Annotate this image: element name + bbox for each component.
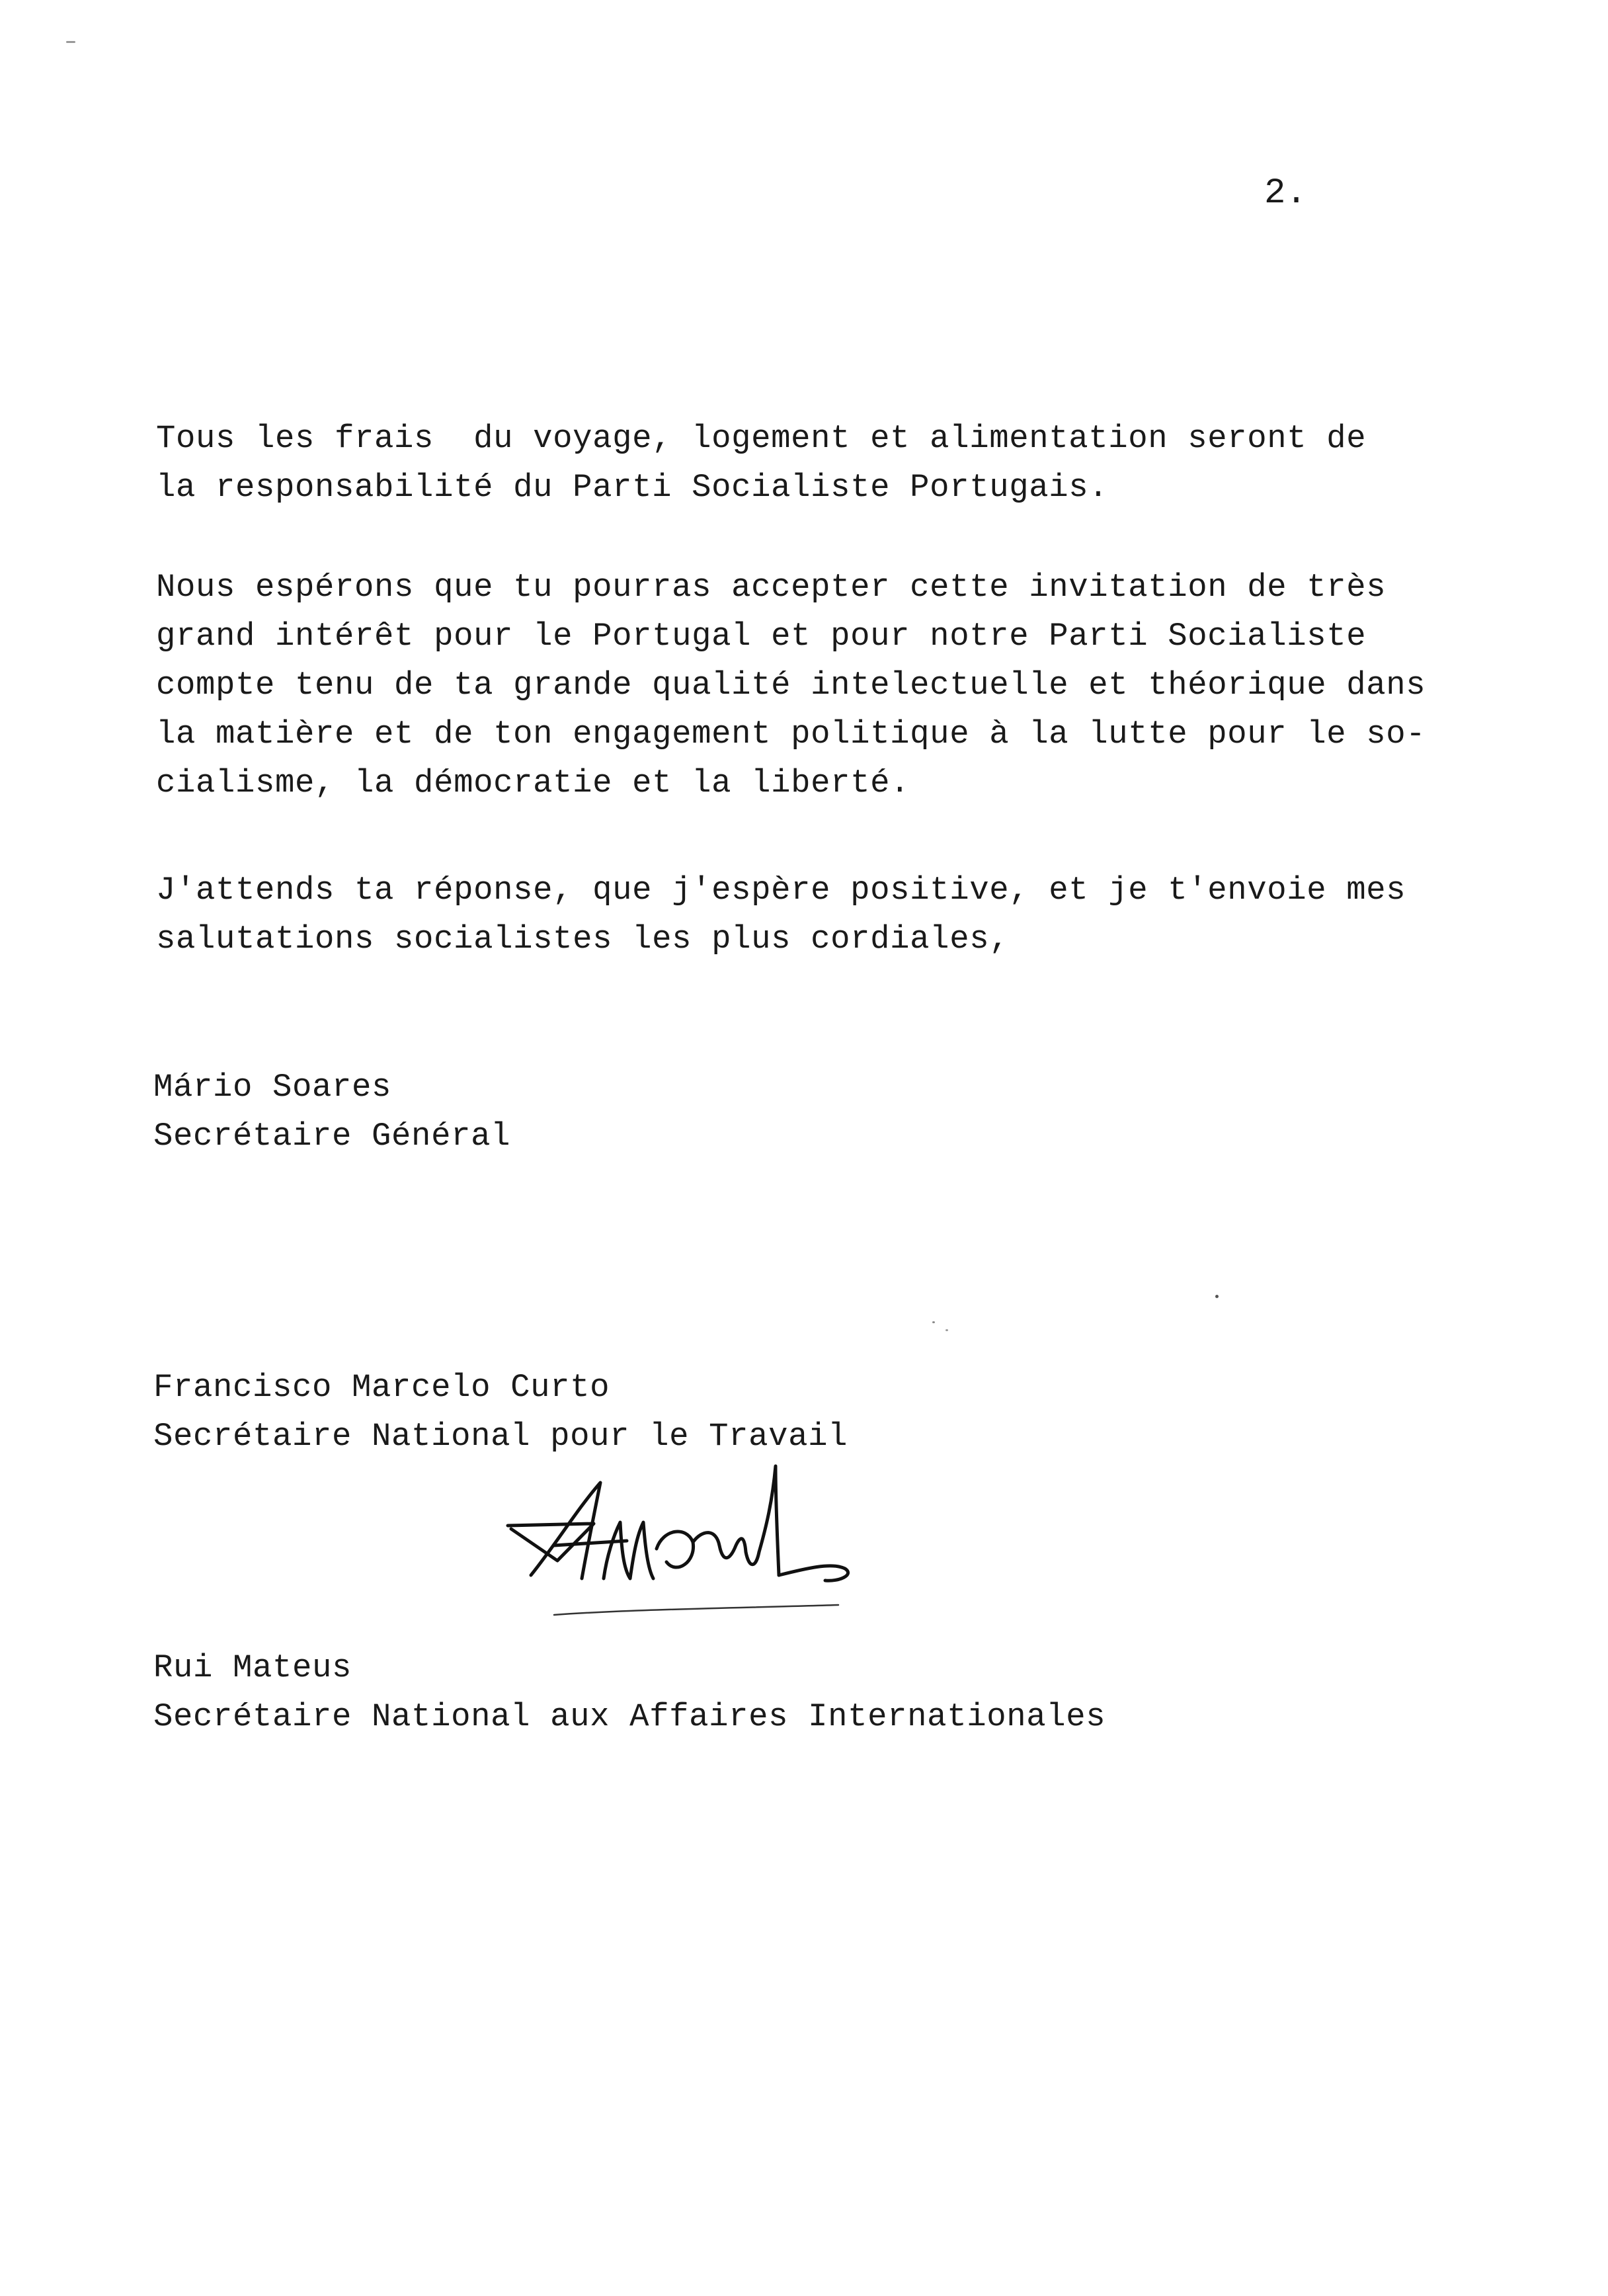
signatory-name: Francisco Marcelo Curto: [153, 1369, 610, 1406]
scan-speck: [1215, 1295, 1219, 1298]
paragraph-line: salutations socialistes les plus cordiales,: [156, 921, 1010, 958]
scan-speck: [66, 41, 75, 43]
signatory-name: Mário Soares: [153, 1069, 392, 1106]
paragraph-line: la matière et de ton engagement politique à la lutte pour le so-: [156, 716, 1426, 753]
paragraph-line: Nous espérons que tu pourras accepter cette invitation de très: [156, 569, 1387, 606]
handwritten-signature: [495, 1463, 891, 1635]
paragraph-line: J'attends ta réponse, que j'espère positive, et je t'envoie mes: [156, 872, 1406, 909]
paragraph-line: compte tenu de ta grande qualité intelectuelle et théorique dans: [156, 667, 1426, 704]
scan-speck: [932, 1321, 935, 1323]
paragraph-line: Tous les frais du voyage, logement et alimentation seront de: [156, 420, 1367, 457]
paragraph-line: cialisme, la démocratie et la liberté.: [156, 764, 910, 801]
signatory-title: Secrétaire National aux Affaires Internationales: [153, 1698, 1106, 1735]
scan-speck: [945, 1329, 948, 1331]
signatory-title: Secrétaire Général: [153, 1118, 511, 1155]
page-number: 2.: [1264, 173, 1307, 214]
paragraph-line: grand intérêt pour le Portugal et pour notre Parti Socialiste: [156, 618, 1367, 655]
paragraph-line: la responsabilité du Parti Socialiste Portugais.: [156, 469, 1109, 506]
signatory-title: Secrétaire National pour le Travail: [153, 1418, 848, 1455]
signatory-name: Rui Mateus: [153, 1649, 352, 1686]
